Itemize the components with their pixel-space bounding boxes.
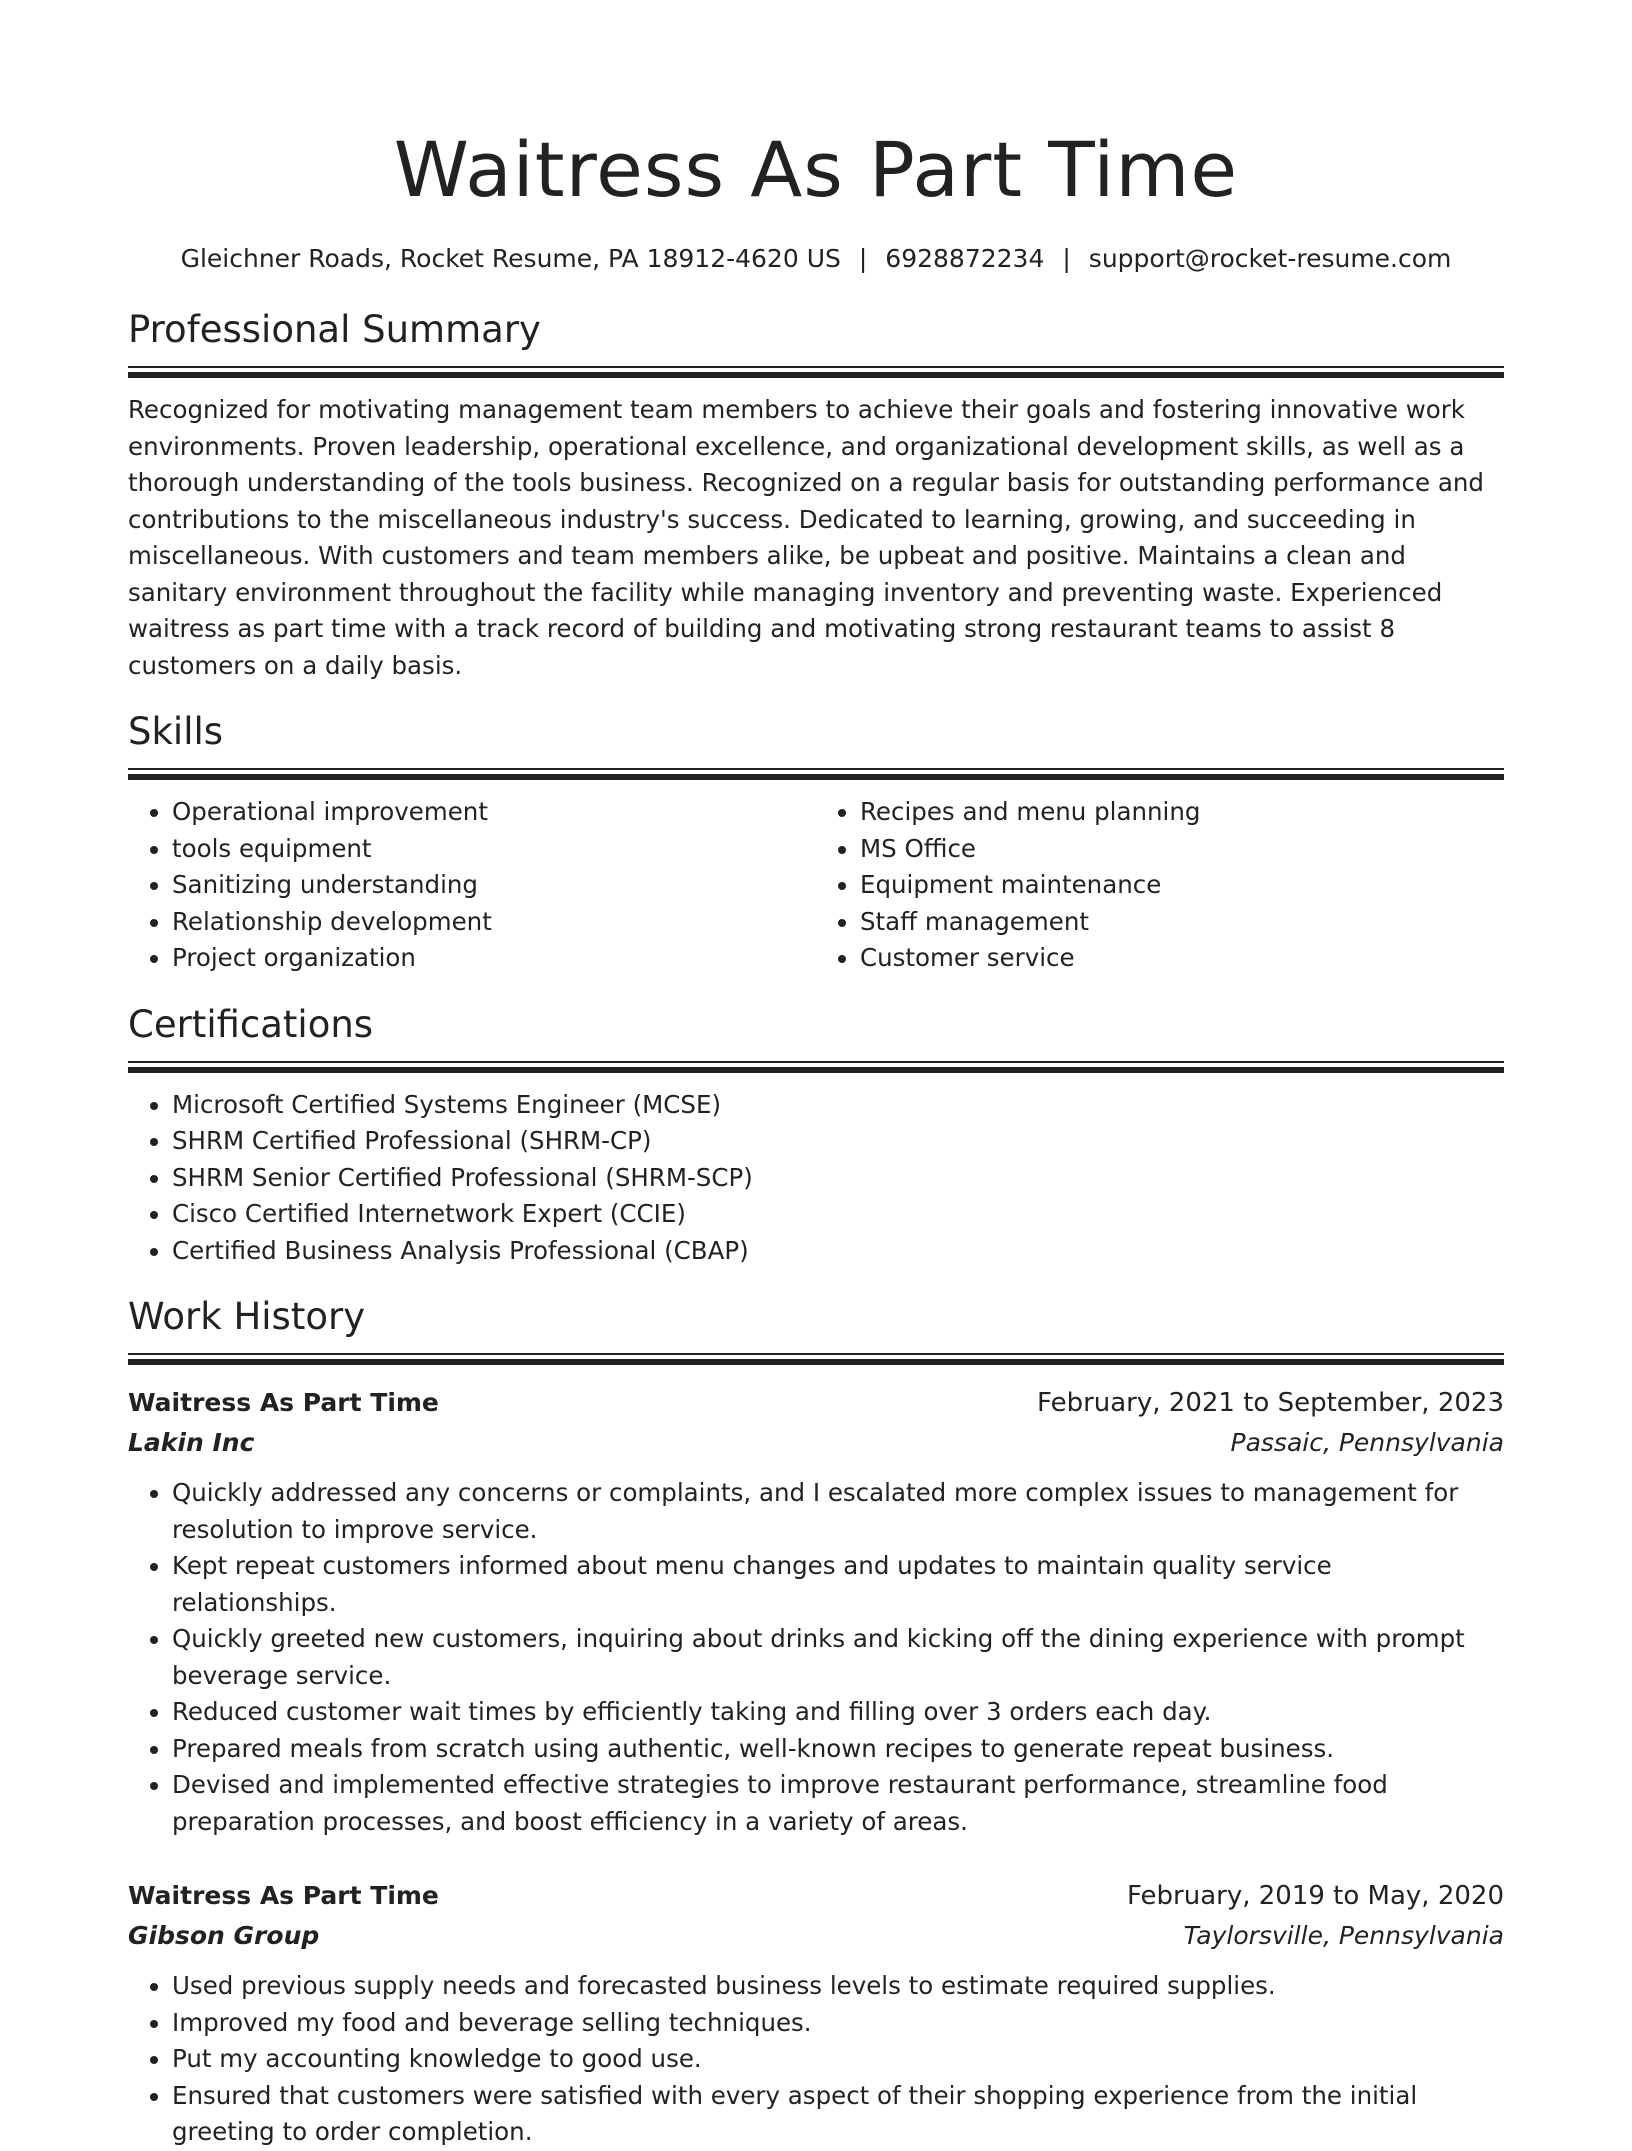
skill-item: • tools equipment (172, 831, 816, 868)
job-dates: February, 2019 to May, 2020 (1127, 1881, 1504, 1911)
skill-item: • Project organization (172, 940, 816, 977)
certification-item: • Certified Business Analysis Professional (CBAP) (172, 1233, 1504, 1270)
skill-item: • Recipes and menu planning (860, 794, 1504, 831)
job-bullet: • Used previous supply needs and forecasted business levels to estimate required supplies. (172, 1968, 1504, 2005)
skill-item: • MS Office (860, 831, 1504, 868)
contact-email: support@rocket-resume.com (1088, 244, 1452, 273)
skill-item: • Sanitizing understanding (172, 867, 816, 904)
job-bullets (128, 1475, 1504, 1840)
job-bullet: • Improved my food and beverage selling techniques. (172, 2005, 1504, 2042)
job-bullet: • Devised and implemented effective strategies to improve restaurant performance, streamline food preparation processes, and boost efficiency in a variety of areas. (172, 1767, 1504, 1840)
section-title-certifications: Certifications (128, 1002, 374, 1046)
section-title-summary: Professional Summary (128, 308, 541, 351)
skills-section (128, 708, 1504, 977)
job-bullet: • Quickly greeted new customers, inquiring about drinks and kicking off the dining experience with prompt beverage service. (172, 1621, 1504, 1694)
job-header-row (128, 1383, 1504, 1423)
summary-section (128, 306, 1504, 684)
summary-text: Recognized for motivating management team members to achieve their goals and fostering innovative work environments. Proven leadership, operational excellence, and organizational development skills, as well as a thorough understanding of the tools business. Recognized on a regular basis for outstanding performance and contributions to the miscellaneous industry's success. Dedicated to learning, growing, and succeeding in miscellaneous. With customers and team members alike, be upbeat and positive. Maintains a clean and sanitary environment throughout the facility while managing inventory and preventing waste. Experienced waitress as part time with a track record of building and motivating strong restaurant teams to assist 8 customers on a daily basis. (128, 395, 1484, 680)
job-bullets (128, 1968, 1504, 2151)
skills-list-left (128, 794, 816, 977)
skill-item: • Staff management (860, 904, 1504, 941)
certification-item: • SHRM Senior Certified Professional (SHRM-SCP) (172, 1160, 1504, 1197)
certification-item: • Microsoft Certified Systems Engineer (MCSE) (172, 1087, 1504, 1124)
work-history-section (128, 1293, 1504, 2151)
contact-line (128, 242, 1504, 276)
job-location: Taylorsville, Pennsylvania (1183, 1921, 1504, 1950)
job-bullet: • Prepared meals from scratch using authentic, well-known recipes to generate repeat business. (172, 1731, 1504, 1768)
job-company: Gibson Group (128, 1921, 320, 1950)
section-divider (128, 768, 1504, 780)
job-company-row (128, 1423, 1504, 1463)
section-divider (128, 366, 1504, 378)
job-dates: February, 2021 to September, 2023 (1037, 1388, 1504, 1418)
certifications-list (128, 1087, 1504, 1270)
job-bullet: • Reduced customer wait times by efficiently taking and filling over 3 orders each day. (172, 1694, 1504, 1731)
job-entry (128, 1876, 1504, 2151)
certifications-section (128, 1001, 1504, 1270)
skills-list-right (816, 794, 1504, 977)
section-title-skills: Skills (128, 710, 224, 753)
certification-item: • SHRM Certified Professional (SHRM-CP) (172, 1123, 1504, 1160)
contact-separator: | (858, 244, 868, 273)
job-title: Waitress As Part Time (128, 1388, 439, 1417)
job-bullet: • Quickly addressed any concerns or complaints, and I escalated more complex issues to management for resolution to improve service. (172, 1475, 1504, 1548)
certification-item: • Cisco Certified Internetwork Expert (CCIE) (172, 1196, 1504, 1233)
job-company: Lakin Inc (128, 1428, 255, 1457)
job-bullet: • Ensured that customers were satisfied with every aspect of their shopping experience from the initial greeting to order completion. (172, 2078, 1504, 2151)
job-bullet: • Kept repeat customers informed about menu changes and updates to maintain quality service relationships. (172, 1548, 1504, 1621)
skills-columns (128, 794, 1504, 977)
skill-item: • Equipment maintenance (860, 867, 1504, 904)
job-location: Passaic, Pennsylvania (1230, 1428, 1504, 1457)
section-divider (128, 1353, 1504, 1365)
contact-phone: 6928872234 (885, 244, 1045, 273)
job-entry (128, 1383, 1504, 1840)
resume-name: Waitress As Part Time (393, 125, 1239, 214)
skill-item: • Relationship development (172, 904, 816, 941)
job-company-row (128, 1916, 1504, 1956)
job-header-row (128, 1876, 1504, 1916)
skill-item: • Customer service (860, 940, 1504, 977)
job-bullet: • Put my accounting knowledge to good use. (172, 2041, 1504, 2078)
job-title: Waitress As Part Time (128, 1881, 439, 1910)
section-divider (128, 1061, 1504, 1073)
contact-address: Gleichner Roads, Rocket Resume, PA 18912-4620 US (180, 244, 841, 273)
contact-separator: | (1062, 244, 1071, 273)
resume-page (128, 0, 1504, 2151)
skill-item: • Operational improvement (172, 794, 816, 831)
section-title-work-history: Work History (128, 1295, 366, 1338)
